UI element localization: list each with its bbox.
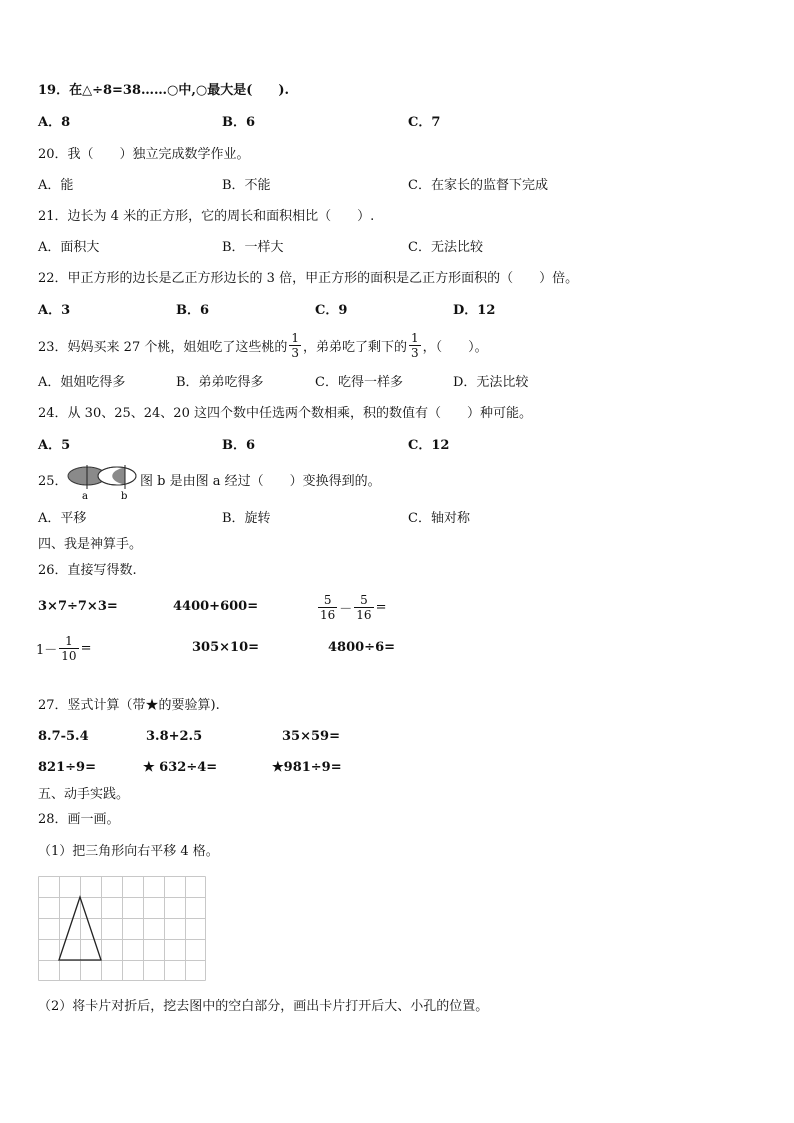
q20-option-c: C．在家长的监督下完成 [408, 178, 548, 193]
figure-a-label: a [82, 491, 88, 502]
question-26-title: 26．直接写得数. [38, 563, 137, 578]
q27-item-6: ★981÷9= [272, 760, 342, 775]
grid-lines [39, 877, 206, 981]
q22-option-c: C．9 [315, 303, 348, 318]
q28-subquestion-2: （2）将卡片对折后，挖去图中的空白部分，画出卡片打开后大、小孔的位置。 [38, 999, 489, 1014]
fraction-denominator: 16 [320, 607, 336, 622]
fraction-denominator: 16 [356, 607, 372, 622]
question-27-title: 27．竖式计算（带★的要验算). [38, 698, 220, 713]
minus-sign: － [339, 601, 353, 617]
q25-option-a: A．平移 [38, 511, 87, 526]
q21-option-b: B．一样大 [222, 240, 284, 255]
fraction-numerator: 5 [318, 593, 337, 608]
q22-option-d: D．12 [453, 303, 496, 318]
question-25-number: 25． [38, 474, 68, 489]
q27-item-1: 8.7-5.4 [38, 729, 89, 744]
q23-option-b: B．弟弟吃得多 [176, 375, 264, 390]
fraction-numerator: 1 [59, 634, 78, 649]
question-23-stem [38, 327, 488, 363]
q27-item-3: 35×59= [282, 729, 340, 744]
equals-sign: = [375, 599, 387, 615]
q26-expression-1: 3×7÷7×3= [38, 599, 118, 614]
figure-b-label: b [121, 491, 128, 502]
fraction-numerator: 1 [411, 330, 419, 345]
q25-option-c: C．轴对称 [408, 511, 470, 526]
question-20-stem: 20．我（ ）独立完成数学作业。 [38, 147, 250, 162]
q26-expression-4 [36, 629, 91, 667]
q24-option-c: C．12 [408, 438, 450, 453]
q21-option-a: A．面积大 [38, 240, 100, 255]
question-22-stem: 22．甲正方形的边长是乙正方形边长的 3 倍，甲正方形的面积是乙正方形面积的（ ）倍。 [38, 271, 579, 286]
q22-option-b: B．6 [176, 303, 210, 318]
q19-option-a: A．8 [38, 115, 71, 130]
q21-option-c: C．无法比较 [408, 240, 483, 255]
q25-option-b: B．旋转 [222, 511, 271, 526]
q23-fraction-1 [289, 331, 301, 360]
q27-item-4: 821÷9= [38, 760, 96, 775]
fraction-numerator: 5 [354, 593, 373, 608]
fraction [354, 593, 373, 622]
fraction [318, 593, 337, 622]
question-28-title: 28．画一画。 [38, 812, 120, 827]
q23-text-1: 23．妈妈买来 27 个桃，姐姐吃了这些桃的 [38, 339, 288, 355]
q28-subquestion-1: （1）把三角形向右平移 4 格。 [38, 844, 219, 859]
section-4-heading: 四、我是神算手。 [38, 537, 143, 552]
fraction [59, 634, 78, 663]
section-5-heading: 五、动手实践。 [38, 787, 130, 802]
q20-option-a: A．能 [38, 178, 74, 193]
q26-expression-2: 4400+600= [173, 599, 259, 614]
drawing-grid[interactable] [38, 876, 206, 981]
q20-option-b: B．不能 [222, 178, 271, 193]
q23-option-c: C．吃得一样多 [315, 375, 403, 390]
q23-option-d: D．无法比较 [453, 375, 529, 390]
q23-fraction-2 [409, 331, 421, 360]
q27-item-5: ★ 632÷4= [143, 760, 218, 775]
question-19-stem: 19．在△÷8=38……○中,○最大是( ). [38, 83, 290, 98]
figure-b-shape [98, 465, 136, 489]
equals-sign: = [80, 640, 92, 656]
question-25-stem: 图 b 是由图 a 经过（ ）变换得到的。 [140, 474, 381, 489]
q23-text-2: ，弟弟吃了剩下的 [303, 339, 408, 355]
q26-expression-5: 305×10= [192, 640, 260, 655]
q26-expression-6: 4800÷6= [328, 640, 396, 655]
fraction-denominator: 3 [291, 345, 299, 360]
q24-option-a: A．5 [38, 438, 71, 453]
one-minus: 1－ [36, 642, 58, 658]
fraction-denominator: 10 [61, 648, 77, 663]
q27-item-2: 3.8+2.5 [146, 729, 203, 744]
q19-option-b: B．6 [222, 115, 256, 130]
q22-option-a: A．3 [38, 303, 71, 318]
question-21-stem: 21．边长为 4 米的正方形，它的周长和面积相比（ ）. [38, 209, 375, 224]
q23-option-a: A．姐姐吃得多 [38, 375, 126, 390]
question-24-stem: 24．从 30、25、24、20 这四个数中任选两个数相乘，积的数值有（ ）种可能。 [38, 406, 532, 421]
fraction-denominator: 3 [411, 345, 419, 360]
fraction-numerator: 1 [291, 330, 299, 345]
q23-text-3: ，（ ）。 [422, 339, 488, 355]
q19-option-c: C．7 [408, 115, 441, 130]
q26-expression-3 [316, 588, 386, 626]
q25-figure [64, 463, 140, 503]
q24-option-b: B．6 [222, 438, 256, 453]
